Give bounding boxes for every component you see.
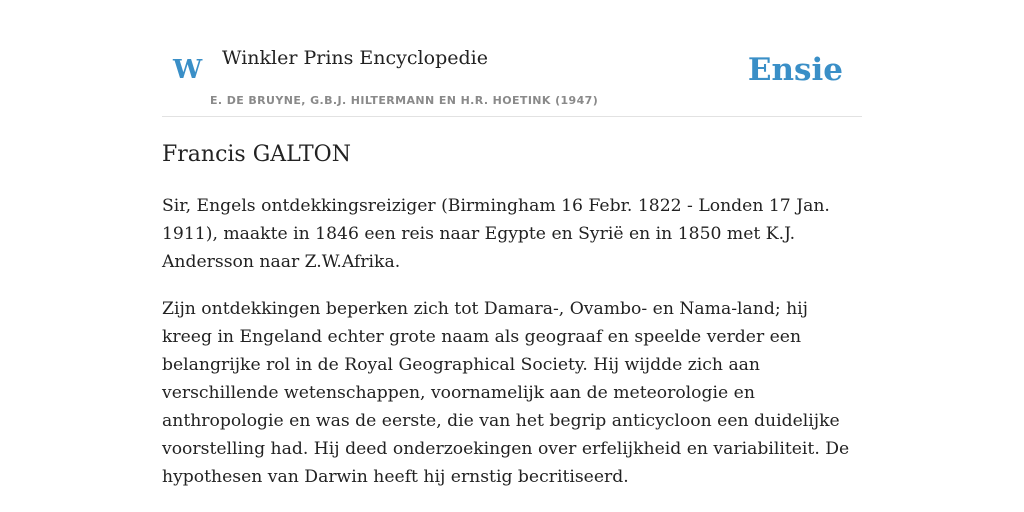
brand-logo[interactable]: Ensie xyxy=(747,52,843,88)
source-title[interactable]: Winkler Prins Encyclopedie xyxy=(222,47,488,69)
article-body xyxy=(162,192,862,510)
source-logo: W xyxy=(173,55,203,85)
source-header xyxy=(162,0,862,117)
article-paragraph: Zijn ontdekkingen beperken zich tot Damara-, Ovambo- en Nama-land; hij kreeg in Engeland echter grote naam als geograaf en speelde verder een belangrijke rol in de Royal Geographical Society. Hij wijdde zich aan verschillende wetenschappen, voornamelijk aan de meteorologie en anthropologie en was de eerste, die van het begrip anticycloon een duidelijke voorstelling had. Hij deed onderzoekingen over erfelijkheid en variabiliteit. De hypothesen van Darwin heeft hij ernstig becritiseerd. xyxy=(162,299,850,487)
source-authors: E. DE BRUYNE, G.B.J. HILTERMANN EN H.R. HOETINK (1947) xyxy=(210,94,599,107)
article-paragraph: Sir, Engels ontdekkingsreiziger (Birmingham 16 Febr. 1822 - Londen 17 Jan. 1911), maakte in 1846 een reis naar Egypte en Syrië en in 1850 met K.J. Andersson naar Z.W.Afrika. xyxy=(162,196,830,272)
article-title: Francis GALTON xyxy=(162,142,351,167)
